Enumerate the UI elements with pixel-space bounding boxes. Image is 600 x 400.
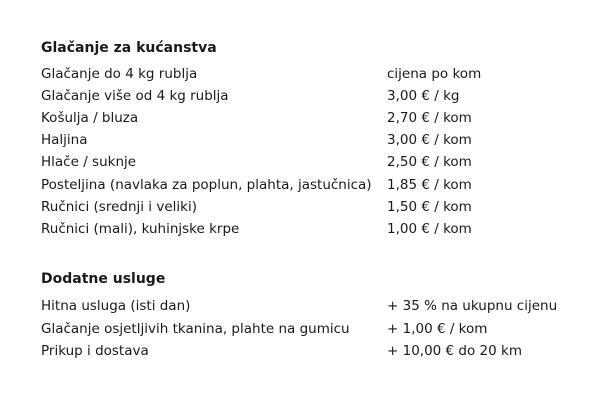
service-name: Ručnici (srednji i veliki) [41,199,197,215]
service-price: 3,00 € / kom [387,132,472,148]
service-price: 1,85 € / kom [387,177,472,193]
service-name: Hitna usluga (isti dan) [41,298,191,314]
service-name: Glačanje osjetljivih tkanina, plahte na gumicu [41,321,350,337]
service-price: 1,50 € / kom [387,199,472,215]
service-name: Ručnici (mali), kuhinjske krpe [41,221,240,237]
service-price: + 1,00 € / kom [387,321,488,337]
price-row [41,218,571,240]
service-name: Haljina [41,132,88,148]
price-row [41,174,571,196]
section-title-additional-services: Dodatne usluge [41,271,166,287]
price-row [41,295,571,317]
service-name: Prikup i dostava [41,343,149,359]
price-row [41,85,571,107]
price-row [41,129,571,151]
service-price: 2,50 € / kom [387,154,472,170]
service-name: Hlače / suknje [41,154,137,170]
price-row [41,151,571,173]
price-row [41,318,571,340]
price-row [41,196,571,218]
price-row [41,107,571,129]
service-price: + 35 % na ukupnu cijenu [387,298,558,314]
service-price: 2,70 € / kom [387,110,472,126]
service-price: + 10,00 € do 20 km [387,343,522,359]
service-name: Glačanje do 4 kg rublja [41,66,198,82]
service-price: cijena po kom [387,66,482,82]
price-row [41,340,571,362]
service-name: Glačanje više od 4 kg rublja [41,88,229,104]
service-name: Posteljina (navlaka za poplun, plahta, jastučnica) [41,177,372,193]
section-title-household-ironing: Glačanje za kućanstva [41,40,217,56]
service-price: 1,00 € / kom [387,221,472,237]
price-row [41,63,571,85]
service-price: 3,00 € / kg [387,88,460,104]
service-name: Košulja / bluza [41,110,139,126]
